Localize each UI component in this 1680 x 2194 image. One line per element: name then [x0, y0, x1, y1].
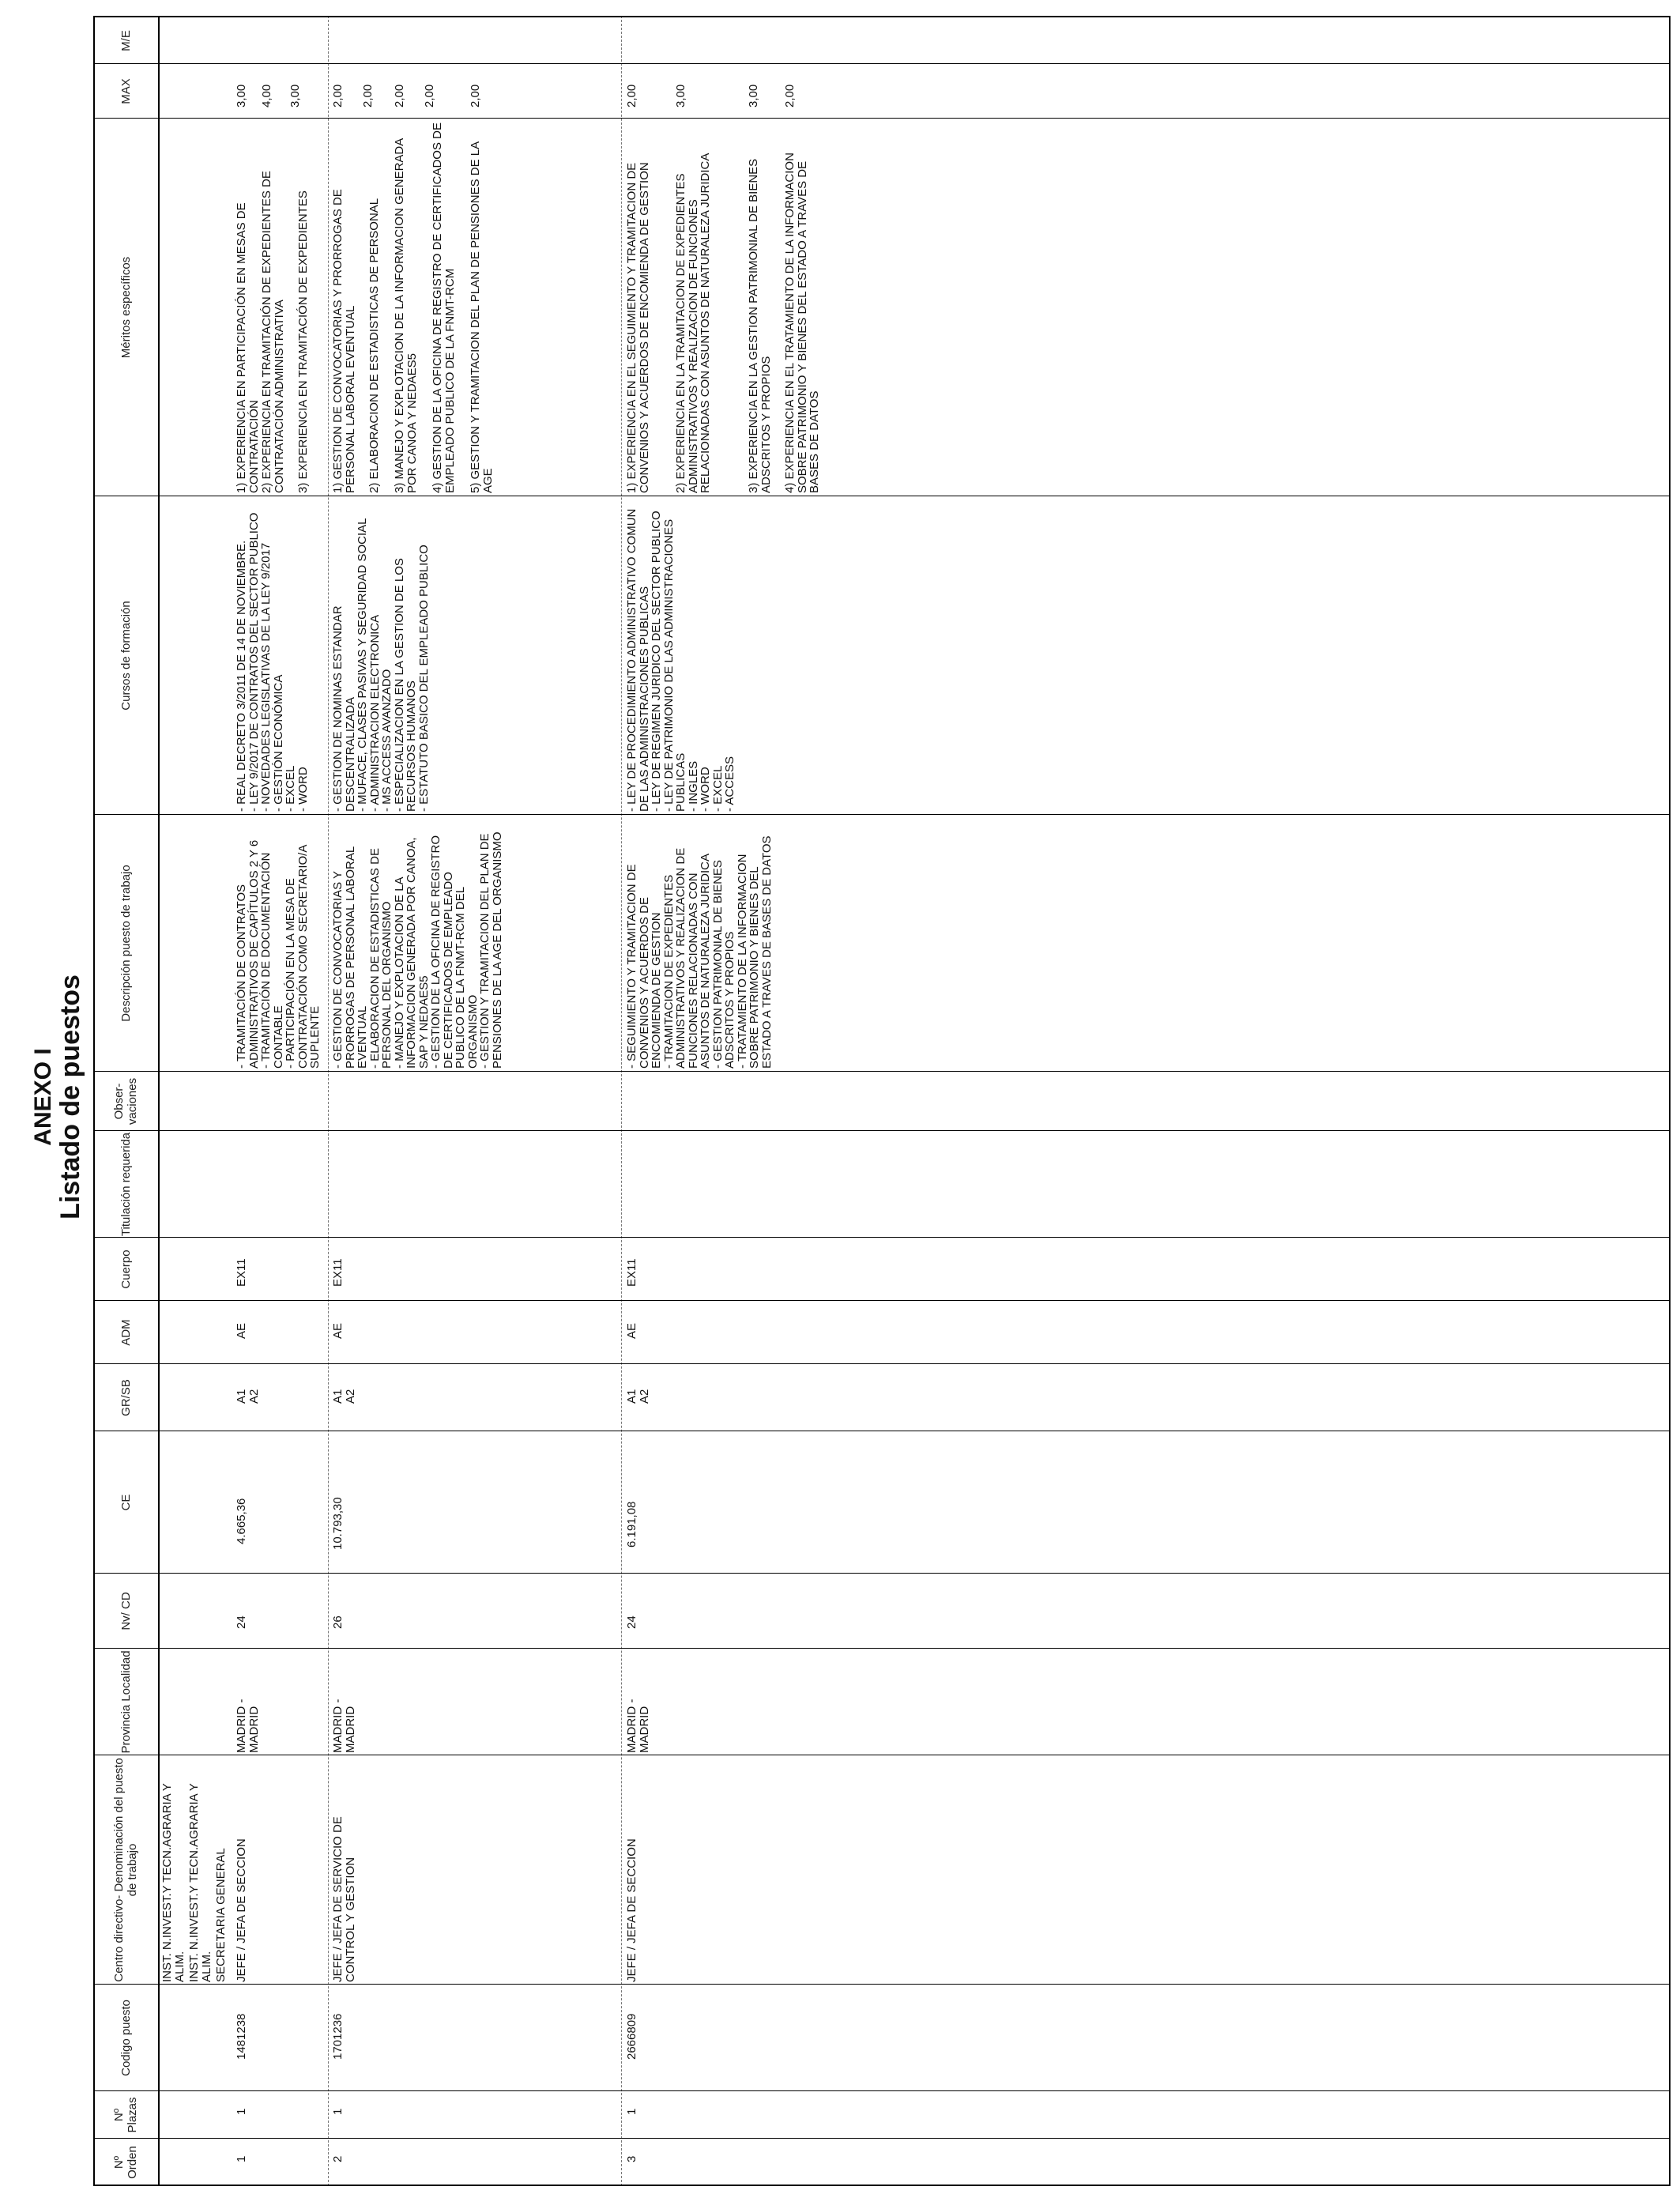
row-merito: 3) EXPERIENCIA EN TRAMITACIÓN DE EXPEDIENTES [296, 190, 310, 493]
document-title: ANEXO I [30, 1048, 56, 1146]
row-adm: AE [235, 1322, 248, 1339]
row-merito: 4) EXPERIENCIA EN EL TRATAMIENTO DE LA INFORMACION SOBRE PATRIMONIO Y BIENES DEL ESTADO A TRAVES DE BASES DE DATOS [783, 153, 821, 493]
row-nivel: 24 [625, 1615, 638, 1629]
col-line [93, 1071, 1671, 1072]
positions-table [93, 16, 1671, 2186]
col-line [93, 1363, 1671, 1364]
row-cuerpo: EX11 [331, 1258, 345, 1287]
col-line [93, 63, 1671, 64]
row-merito: 3) EXPERIENCIA EN LA GESTION PATRIMONIAL DE BIENES ADSCRITOS Y PROPIOS [747, 158, 773, 493]
row-merito: 2) ELABORACION DE ESTADISTICAS DE PERSONAL [367, 198, 381, 493]
row-max: 3,00 [235, 84, 248, 107]
row-localidad: MADRID - MADRID [235, 1698, 261, 1753]
row-codigo: 1481238 [235, 2013, 248, 2060]
org-line-1: INST. N.INVEST.Y TECN.AGRARIA Y ALIM. [160, 1783, 186, 1982]
header-max: MAX [119, 78, 133, 104]
row-ce: 4.665,36 [235, 1498, 248, 1544]
row-codigo: 2666809 [625, 2013, 638, 2060]
col-line [93, 1300, 1671, 1301]
row-grsb: A1 A2 [625, 1389, 651, 1404]
header-descripcion: Descripción puesto de trabajo [119, 865, 133, 1022]
header-provincia: Provincia Localidad [119, 1650, 133, 1754]
col-line [93, 2090, 1671, 2091]
row-merito: 5) GESTION Y TRAMITACION DEL PLAN DE PENSIONES DE LA AGE [469, 141, 495, 493]
row-descripcion: - TRAMITACIÓN DE CONTRATOS ADMINISTRATIVOS DE CAPÍTULOS 2 Y 6 - TRAMITACIÓN DE DOCUMENTACIÓN CONTABLE - PARTICIPACIÓN EN LA MESA DE CONTRATACIÓN COMO SECRETARIO/A SUPLENTE [235, 839, 322, 1069]
row-merito: 2) EXPERIENCIA EN LA TRAMITACION DE EXPEDIENTES ADMINISTRATIVOS Y REALIZACION DE FUNCIONES RELACIONADAS CON ASUNTOS DE NATURALEZA JURIDICA [674, 153, 712, 493]
row-adm: AE [625, 1322, 638, 1339]
header-bottom-line [158, 16, 160, 2186]
header-codigo: Codigo puesto [119, 2000, 133, 2076]
row-descripcion: - SEGUIMIENTO Y TRAMITACION DE CONVENIOS Y ACUERDOS DE ENCOMIENDA DE GESTION - TRAMITACION DE EXPEDIENTES ADMINISTRATIVOS Y REALIZACION DE FUNCIONES RELACIONADAS CON ASUNTOS DE NATURALEZA JURIDICA - GESTION PATRIMONIAL DE BIENES ADSCRITOS Y PROPIOS - TRATAMIENTO DE LA INFORMACION SOBRE PATRIMONIO Y BIENES DEL ESTADO A TRAVES DE BASES DE DATOS [625, 835, 774, 1069]
header-cursos: Cursos de formación [119, 601, 133, 711]
row-orden: 3 [625, 2155, 638, 2162]
col-line [93, 118, 1671, 119]
col-line [93, 814, 1671, 815]
row-max: 2,00 [469, 84, 482, 107]
header-observaciones: Obser- vaciones [112, 1077, 139, 1125]
row-denominacion: JEFE / JEFA DE SECCION [625, 1838, 638, 1982]
row-max: 3,00 [747, 84, 760, 107]
row-orden: 2 [331, 2155, 345, 2162]
table-border-bottom [1669, 16, 1671, 2186]
row-grsb: A1 A2 [235, 1389, 261, 1404]
header-meritos: Méritos específicos [119, 256, 133, 359]
col-line [93, 16, 1671, 17]
row-plazas: 1 [331, 2108, 345, 2115]
row-nivel: 26 [331, 1615, 345, 1629]
row-cuerpo: EX11 [625, 1258, 638, 1287]
row-cursos: - LEY DE PROCEDIMIENTO ADMINISTRATIVO COMUN DE LAS ADMINISTRACIONES PUBLICAS - LEY DE REGIMEN JURIDICO DEL SECTOR PUBLICO - LEY DE PATRIMONIO DE LAS ADMINISTRACIONES PUBLICAS - INGLES - WORD - EXCEL - ACCESS [625, 508, 736, 812]
row-max: 2,00 [783, 84, 797, 107]
row-cursos: - GESTION DE NOMINAS ESTANDAR DESCENTRALIZADA - MUFACE, CLASES PASIVAS Y SEGURIDAD SOCIAL - ADMINISTRACION ELECTRONICA - MS ACCESS AVANZADO - ESPECIALIZACION EN LA GESTION DE LOS RECURSOS HUMANOS - ESTATUTO BASICO DEL EMPLEADO PUBLICO [331, 518, 431, 812]
col-line [93, 1573, 1671, 1574]
col-line [93, 1984, 1671, 1985]
row-max: 3,00 [674, 84, 687, 107]
row-orden: 1 [235, 2155, 248, 2162]
row-max: 4,00 [260, 84, 273, 107]
row-max: 2,00 [361, 84, 375, 107]
row-max: 3,00 [288, 84, 302, 107]
row-plazas: 1 [235, 2108, 248, 2115]
row-localidad: MADRID - MADRID [331, 1698, 357, 1753]
org-line-2: INST. N.INVEST.Y TECN.AGRARIA Y ALIM. [187, 1783, 213, 1982]
header-orden: Nº Orden [112, 2146, 139, 2179]
row-max: 2,00 [331, 84, 345, 107]
row-cursos: - REAL DECRETO 3/2011 DE 14 DE NOVIEMBRE. - LEY 9/2017 DE CONTRATOS DEL SECTOR PUBLICO - NOVEDADES LEGISLATIVAS DE LA LEY 9/2017 - GESTIÓN ECONÓMICA - EXCEL - WORD [235, 512, 310, 812]
header-nivel: Nv/ CD [119, 1592, 133, 1630]
row-separator [328, 16, 329, 2186]
row-merito: 3) MANEJO Y EXPLOTACION DE LA INFORMACION GENERADA POR CANOA Y NEDAES5 [393, 138, 419, 493]
row-localidad: MADRID - MADRID [625, 1698, 651, 1753]
row-denominacion: JEFE / JEFA DE SECCION [235, 1838, 248, 1982]
row-cuerpo: EX11 [235, 1258, 248, 1287]
col-line [93, 1237, 1671, 1238]
row-merito: 1) EXPERIENCIA EN PARTICIPACIÓN EN MESAS DE CONTRATACIÓN [235, 202, 261, 493]
row-merito: 2) EXPERIENCIA EN TRAMITACIÓN DE EXPEDIENTES DE CONTRATACIÓN ADMINISTRATIVA [260, 171, 286, 493]
row-adm: AE [331, 1322, 345, 1339]
row-max: 2,00 [393, 84, 406, 107]
row-separator [621, 16, 622, 2186]
header-ce: CE [119, 1494, 133, 1511]
row-grsb: A1 A2 [331, 1389, 357, 1404]
row-ce: 10.793,30 [331, 1497, 345, 1550]
row-descripcion: - GESTION DE CONVOCATORIAS Y PRORROGAS DE PERSONAL LABORAL EVENTUAL - ELABORACION DE ESTADISTICAS DE PERSONAL DEL ORGANISMO - MANEJO Y EXPLOTACION DE LA INFORMACION GENERADA POR CANOA, SAP Y NEDAES5 - GESTION DE LA OFICINA DE REGISTRO DE CERTIFICADOS DE EMPLEADO PUBLICO DE LA FNMT-RCM DEL ORGANISMO - GESTION Y TRAMITACION DEL PLAN DE PENSIONES DE LA AGE DEL ORGANISMO [331, 831, 504, 1069]
row-codigo: 1701236 [331, 2013, 345, 2060]
col-line [93, 1130, 1671, 1131]
row-ce: 6.191,08 [625, 1501, 638, 1547]
row-merito: 1) EXPERIENCIA EN EL SEGUIMIENTO Y TRAMITACION DE CONVENIOS Y ACUERDOS DE ENCOMIENDA DE GESTION [625, 162, 651, 493]
col-line [93, 2185, 1671, 2186]
row-denominacion: JEFE / JEFA DE SERVICIO DE CONTROL Y GESTION [331, 1816, 357, 1982]
row-nivel: 24 [235, 1615, 248, 1629]
header-titulacion: Titulación requerida [119, 1132, 133, 1237]
row-max: 2,00 [423, 84, 436, 107]
row-merito: 1) GESTION DE CONVOCATORIAS Y PRORROGAS DE PERSONAL LABORAL EVENTUAL [331, 189, 357, 493]
org-line-3: SECRETARIA GENERAL [214, 1848, 228, 1982]
header-adm: ADM [119, 1319, 133, 1346]
header-me: M/E [119, 30, 133, 51]
header-grsb: GR/SB [119, 1379, 133, 1416]
col-line [93, 1648, 1671, 1649]
row-plazas: 1 [625, 2108, 638, 2115]
header-cuerpo: Cuerpo [119, 1250, 133, 1289]
col-line [93, 2138, 1671, 2139]
header-plazas: Nº Plazas [112, 2097, 139, 2133]
row-max: 2,00 [625, 84, 638, 107]
row-merito: 4) GESTION DE LA OFICINA DE REGISTRO DE CERTIFICADOS DE EMPLEADO PUBLICO DE LA FNMT-RCM [431, 123, 457, 493]
document-subtitle: Listado de puestos [55, 974, 85, 1220]
header-centro: Centro directivo- Denominación del puesto de trabajo [112, 1758, 139, 1982]
